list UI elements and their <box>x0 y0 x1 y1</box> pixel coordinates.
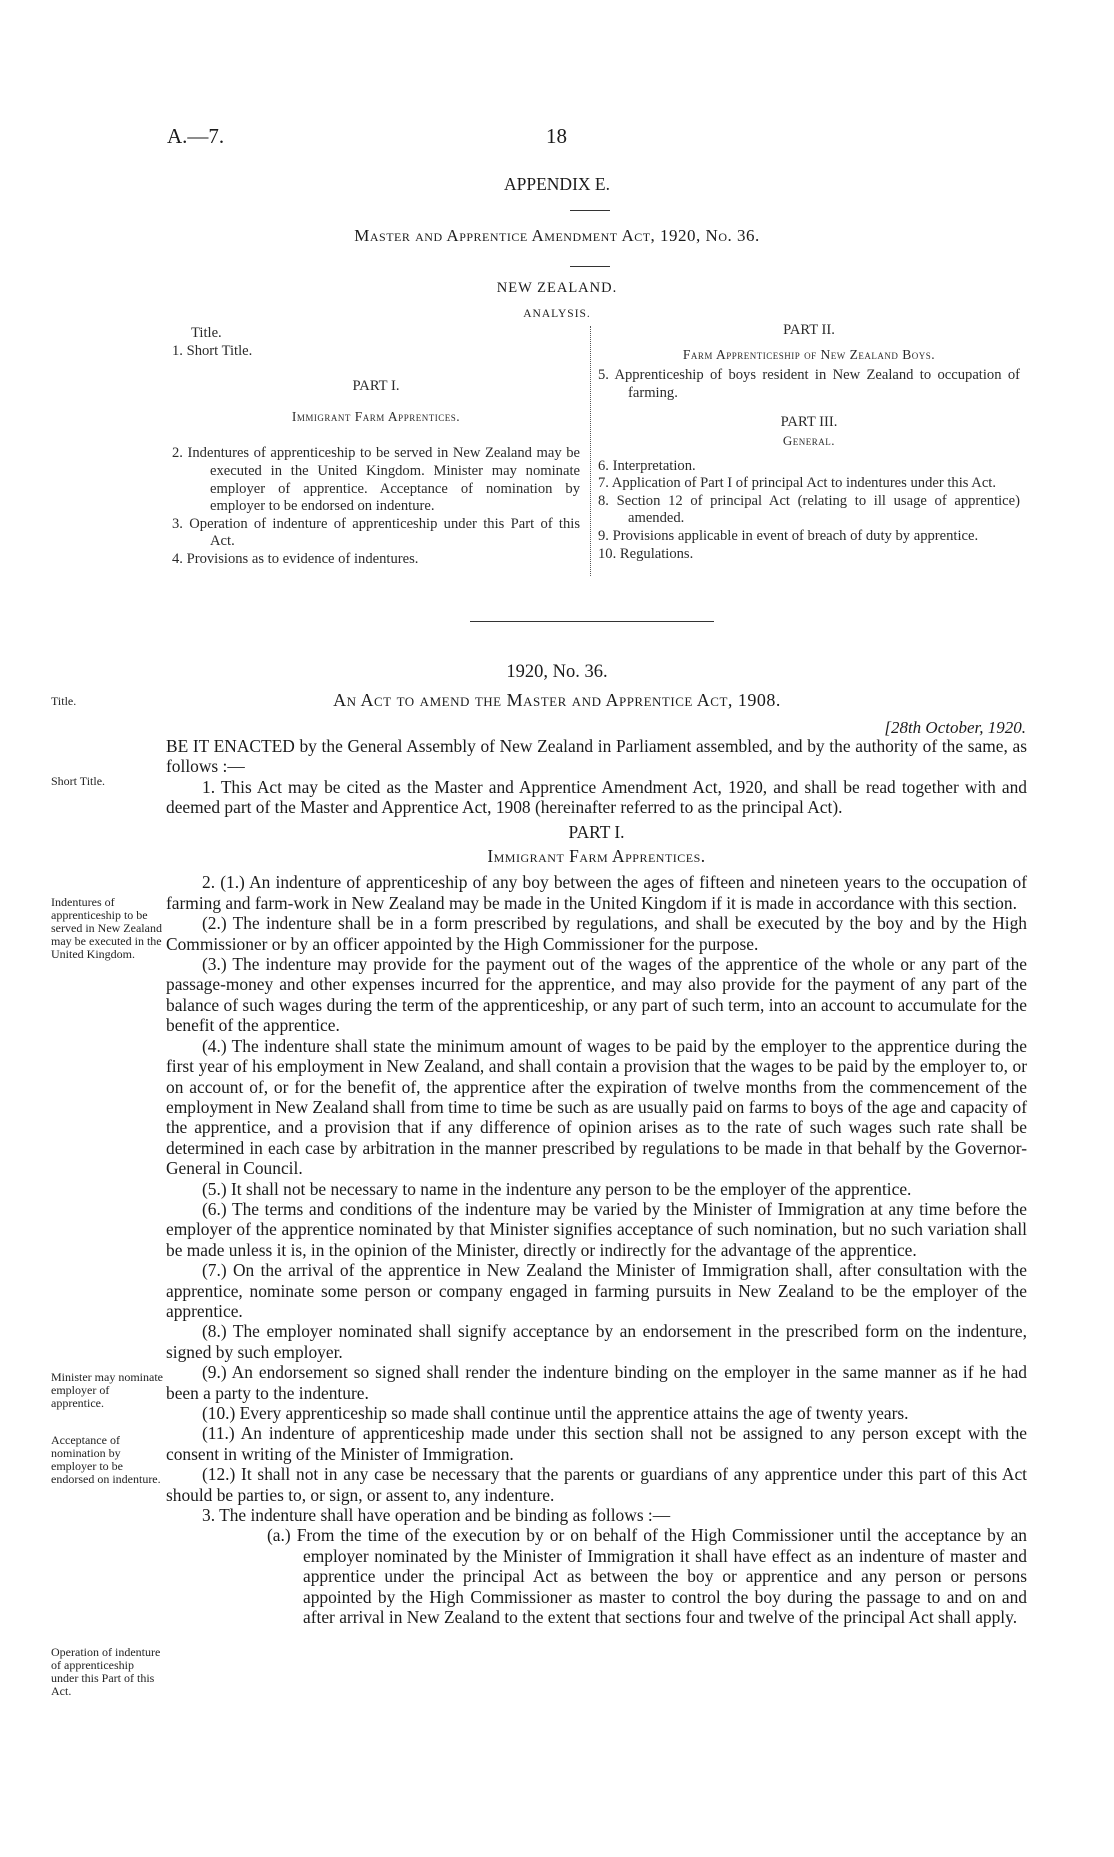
appendix-title: APPENDIX E. <box>504 174 610 194</box>
section-2-10: (10.) Every apprenticeship so made shall continue until the apprentice attains the age of twenty years. <box>202 1403 909 1423</box>
analysis-part-1-title: Immigrant Farm Apprentices. <box>291 408 461 424</box>
country-heading: NEW ZEALAND. <box>496 280 618 296</box>
section-2-9: (9.) An endorsement so signed shall render the indenture binding on the employer in the same manner as if he had been a party to the indenture. <box>166 1362 1027 1403</box>
section-2-1: 2. (1.) An indenture of apprenticeship of any boy between the ages of fifteen and nineteen years to the occupation of farming and farm-work in New Zealand may be made in the United Kingdom if it is made in accordance with this section. <box>166 872 1027 913</box>
analysis-item-10: 10. Regulations. <box>598 545 694 562</box>
act-year-number: 1920, No. 36. <box>506 662 608 682</box>
margin-note-acceptance: Acceptance of nomination by employer to be endorsed on indenture. <box>51 1433 161 1486</box>
margin-note-operation: Operation of indenture of apprenticeship under this Part of this Act. <box>51 1645 161 1698</box>
act-long-title: An Act to amend the Master and Apprentice Act, 1908. <box>333 690 781 710</box>
analysis-part-2-label: PART II. <box>783 322 835 338</box>
margin-note-short-title: Short Title. <box>51 774 106 788</box>
analysis-item-2: 2. Indentures of apprenticeship to be served in New Zealand may be executed in the United Kingdom. Minister may nominate employer of apprentice. Acceptance of nomination by employer to be endorsed on indenture. <box>172 445 580 515</box>
act-date: [28th October, 1920. <box>884 718 1026 737</box>
analysis-item-8: 8. Section 12 of principal Act (relating to ill usage of apprentice) amended. <box>598 492 1020 527</box>
divider <box>570 266 610 267</box>
section-2-2: (2.) The indenture shall be in a form prescribed by regulations, and shall be executed by the boy and by the High Commissioner or by an officer appointed by the High Commissioner for the purpose. <box>166 913 1027 954</box>
section-2-3: (3.) The indenture may provide for the payment out of the wages of the apprentice of the whole or any part of the passage-money and other expenses incurred for the apprentice, and may also provide for the payment of any part of the balance of such wages during the term of the apprenticeship, or any part of such term, into an account to accumulate for the benefit of the apprentice. <box>166 954 1027 1036</box>
margin-note-title: Title. <box>51 694 77 708</box>
analysis-left-column <box>172 325 580 569</box>
page-number: 18 <box>546 124 567 148</box>
column-separator <box>590 326 591 576</box>
analysis-part-3-label: PART III. <box>780 414 838 431</box>
analysis-item-1: 1. Short Title. <box>172 342 253 359</box>
act-body <box>166 736 1027 1627</box>
act-heading: Master and Apprentice Amendment Act, 1920, No. 36. <box>354 226 760 245</box>
analysis-item-7: 7. Application of Part I of principal Act to indentures under this Act. <box>598 475 997 492</box>
part-1-title: Immigrant Farm Apprentices. <box>487 846 706 867</box>
enacting-clause: BE IT ENACTED by the General Assembly of New Zealand in Parliament assembled, and by the authority of the same, as follows :— <box>166 736 1027 777</box>
part-1-label: PART I. <box>568 821 625 842</box>
section-2-4: (4.) The indenture shall state the minimum amount of wages to be paid by the employer to the apprentice during the first year of his employment in New Zealand, and shall contain a provision that the wages to be paid by the employer to, or on account of, or for the benefit of, the apprentice after the expiration of twelve months from the commencement of the employment in New Zealand shall from time to time be such as are usually paid on farms to boys of the age and capacity of the apprentice, and a provision that if any difference of opinion arises as to the rate of such wages such rate shall be determined in each case by arbitration in the manner prescribed by regulations to be made in that behalf by the Governor-General in Council. <box>166 1035 1027 1179</box>
section-divider <box>470 621 714 622</box>
analysis-item-9: 9. Provisions applicable in event of breach of duty by apprentice. <box>598 527 979 544</box>
section-3-a: (a.) From the time of the execution by or on behalf of the High Commissioner until the acceptance by an employer nominated by the Minister of Immigration it shall have effect as an indenture of master and apprentice under the principal Act as between the boy or apprentice and any person or persons appointed by the High Commissioner as master to control the boy during the passage to and on and after arrival in New Zealand to the extent that sections four and twelve of the principal Act shall apply. <box>267 1525 1027 1628</box>
margin-note-minister: Minister may nominate employer of apprentice. <box>51 1370 163 1410</box>
analysis-label: ANALYSIS. <box>523 308 591 320</box>
section-3: 3. The indenture shall have operation and be binding as follows :— <box>202 1505 671 1526</box>
section-2-8: (8.) The employer nominated shall signify acceptance by an endorsement in the prescribed form on the indenture, signed by such employer. <box>166 1321 1027 1362</box>
analysis-title-entry: Title. <box>191 325 222 341</box>
analysis-part-1-label: PART I. <box>352 378 400 395</box>
section-2-7: (7.) On the arrival of the apprentice in New Zealand the Minister of Immigration shall, after consultation with the apprentice, nominate some person or company engaged in farming pursuits in New Zealand to be the employer of the apprentice. <box>166 1260 1027 1321</box>
analysis-item-3: 3. Operation of indenture of apprenticeship under this Part of this Act. <box>172 515 580 550</box>
section-2-5: (5.) It shall not be necessary to name in the indenture any person to be the employer of the apprentice. <box>202 1178 912 1199</box>
section-1: 1. This Act may be cited as the Master and Apprentice Amendment Act, 1920, and shall be read together with and deemed part of the Master and Apprentice Act, 1908 (hereinafter referred to as the principal Act). <box>166 776 1027 818</box>
section-2-6: (6.) The terms and conditions of the indenture may be varied by the Minister of Immigration at any time before the employer of the apprentice nominated by that Minister signifies acceptance of such nomination, but no such variation shall be made unless it is, in the opinion of the Minister, directly or indirectly for the advantage of the apprentice. <box>166 1198 1027 1260</box>
margin-note-indentures: Indentures of apprenticeship to be served in New Zealand may be executed in the United Kingdom. <box>51 895 162 961</box>
section-2-11: (11.) An indenture of apprenticeship made under this section shall not be assigned to any person except with the consent in writing of the Minister of Immigration. <box>166 1423 1027 1464</box>
document-reference: A.—7. <box>167 124 225 148</box>
analysis-right-column <box>598 322 1020 563</box>
analysis-part-2-title: Farm Apprenticeship of New Zealand Boys. <box>682 346 936 362</box>
analysis-part-3-title: General. <box>782 432 836 448</box>
divider <box>570 210 610 211</box>
section-2-12: (12.) It shall not in any case be necessary that the parents or guardians of any apprentice under this part of this Act should be parties to, or sign, or assent to, any indenture. <box>166 1464 1027 1505</box>
analysis-item-4: 4. Provisions as to evidence of indentures. <box>172 550 419 567</box>
analysis-item-6: 6. Interpretation. <box>598 457 696 474</box>
analysis-item-5: 5. Apprenticeship of boys resident in New Zealand to occupation of farming. <box>598 367 1020 401</box>
